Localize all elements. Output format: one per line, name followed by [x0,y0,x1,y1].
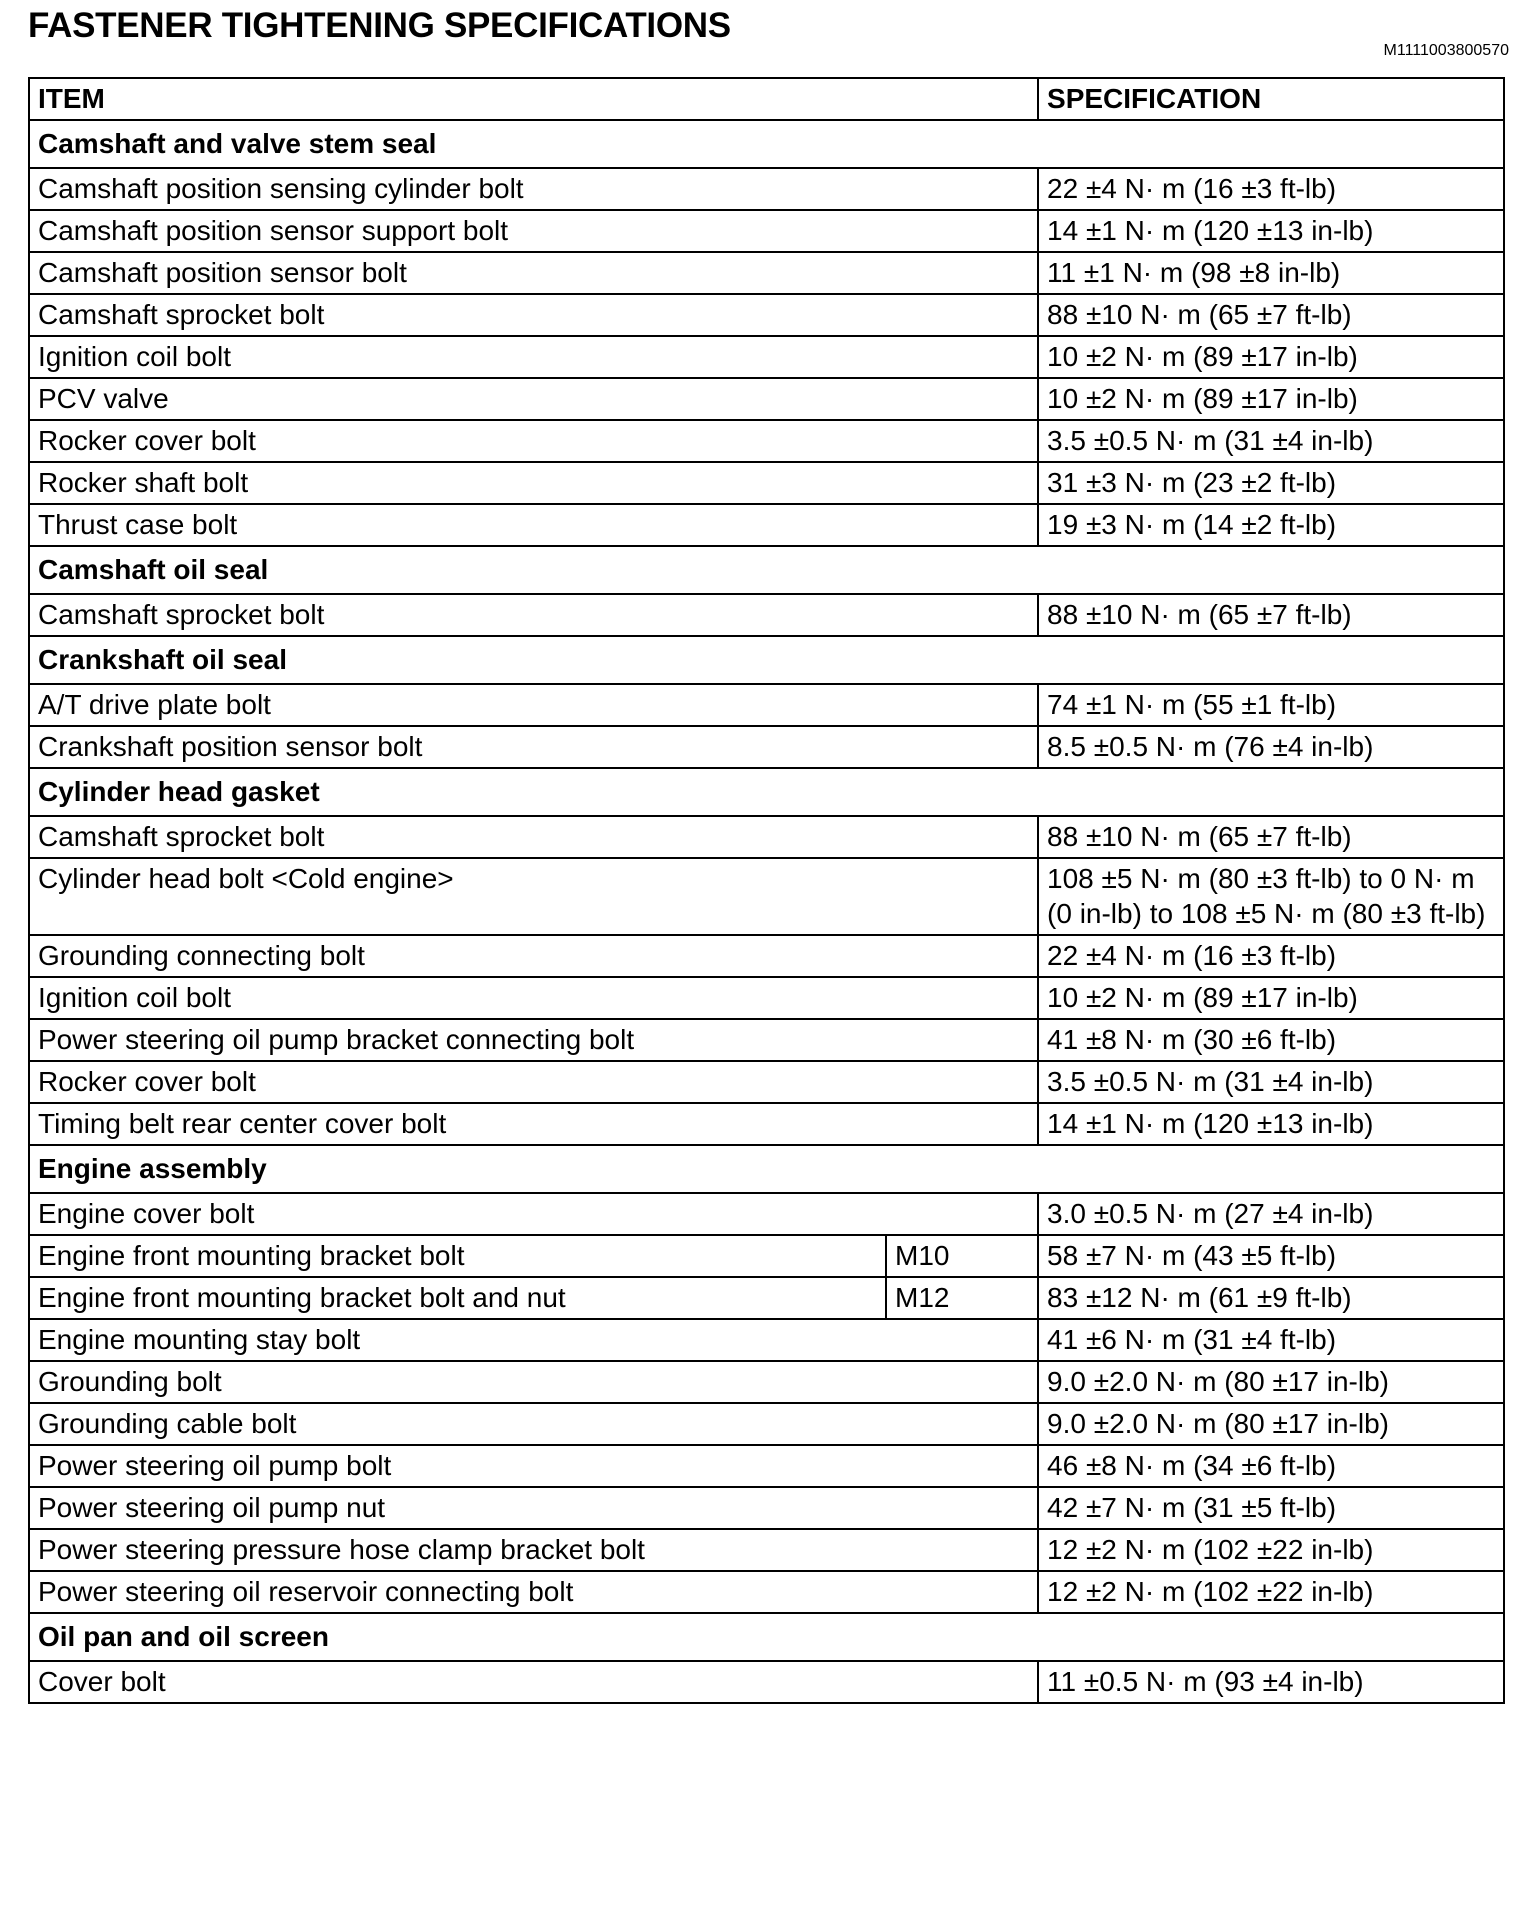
table-row [29,1061,1504,1103]
table-row [29,294,1504,336]
item-cell: Crankshaft position sensor bolt [29,726,1038,768]
item-cell: Camshaft sprocket bolt [29,594,1038,636]
section-row [29,768,1504,816]
table-row [29,462,1504,504]
item-cell: Grounding cable bolt [29,1403,1038,1445]
table-row [29,168,1504,210]
table-row [29,1403,1504,1445]
specification-column-header: SPECIFICATION [1038,78,1504,120]
table-row [29,935,1504,977]
specification-cell: 88 ±10 N· m (65 ±7 ft-lb) [1038,294,1504,336]
item-cell: Camshaft sprocket bolt [29,294,1038,336]
table-row [29,378,1504,420]
table-row [29,977,1504,1019]
specification-cell: 10 ±2 N· m (89 ±17 in-lb) [1038,378,1504,420]
item-cell: A/T drive plate bolt [29,684,1038,726]
specification-cell: 12 ±2 N· m (102 ±22 in-lb) [1038,1571,1504,1613]
item-cell: Engine front mounting bracket bolt and nut [29,1277,886,1319]
table-row [29,1487,1504,1529]
specification-cell: 10 ±2 N· m (89 ±17 in-lb) [1038,977,1504,1019]
specification-cell: 3.0 ±0.5 N· m (27 ±4 in-lb) [1038,1193,1504,1235]
item-cell: Cover bolt [29,1661,1038,1703]
specification-cell: 41 ±6 N· m (31 ±4 ft-lb) [1038,1319,1504,1361]
specification-cell: 19 ±3 N· m (14 ±2 ft-lb) [1038,504,1504,546]
table-row [29,1277,1504,1319]
specification-cell: 46 ±8 N· m (34 ±6 ft-lb) [1038,1445,1504,1487]
specification-cell: 88 ±10 N· m (65 ±7 ft-lb) [1038,816,1504,858]
item-cell: Power steering oil pump bracket connecting bolt [29,1019,1038,1061]
table-row [29,336,1504,378]
table-body [29,120,1504,1703]
table-row [29,816,1504,858]
item-cell: Camshaft position sensing cylinder bolt [29,168,1038,210]
table-row [29,858,1504,935]
specification-cell: 42 ±7 N· m (31 ±5 ft-lb) [1038,1487,1504,1529]
table-row [29,1361,1504,1403]
table-row [29,420,1504,462]
table-row [29,594,1504,636]
section-title: Engine assembly [29,1145,1504,1193]
section-title: Cylinder head gasket [29,768,1504,816]
item-cell: Camshaft position sensor support bolt [29,210,1038,252]
section-title: Camshaft oil seal [29,546,1504,594]
item-cell: Rocker cover bolt [29,420,1038,462]
specification-cell: 31 ±3 N· m (23 ±2 ft-lb) [1038,462,1504,504]
section-row [29,1613,1504,1661]
size-cell: M10 [886,1235,1038,1277]
table-row [29,1103,1504,1145]
item-cell: Power steering oil reservoir connecting bolt [29,1571,1038,1613]
specification-cell: 41 ±8 N· m (30 ±6 ft-lb) [1038,1019,1504,1061]
item-cell: PCV valve [29,378,1038,420]
item-cell: Engine front mounting bracket bolt [29,1235,886,1277]
table-row [29,252,1504,294]
table-row [29,1445,1504,1487]
specification-cell: 14 ±1 N· m (120 ±13 in-lb) [1038,1103,1504,1145]
table-row [29,210,1504,252]
item-cell: Power steering oil pump bolt [29,1445,1038,1487]
specification-cell: 14 ±1 N· m (120 ±13 in-lb) [1038,210,1504,252]
section-title: Crankshaft oil seal [29,636,1504,684]
section-title: Camshaft and valve stem seal [29,120,1504,168]
specification-cell: 22 ±4 N· m (16 ±3 ft-lb) [1038,168,1504,210]
item-cell: Camshaft position sensor bolt [29,252,1038,294]
page-title: FASTENER TIGHTENING SPECIFICATIONS [28,6,731,45]
specification-cell: 74 ±1 N· m (55 ±1 ft-lb) [1038,684,1504,726]
section-title: Oil pan and oil screen [29,1613,1504,1661]
item-cell: Engine mounting stay bolt [29,1319,1038,1361]
specification-cell: 10 ±2 N· m (89 ±17 in-lb) [1038,336,1504,378]
size-cell: M12 [886,1277,1038,1319]
item-column-header: ITEM [29,78,1038,120]
document-code: M1111003800570 [1383,42,1509,59]
specification-cell: 9.0 ±2.0 N· m (80 ±17 in-lb) [1038,1403,1504,1445]
specification-cell: 108 ±5 N· m (80 ±3 ft-lb) to 0 N· m (0 in-lb) to 108 ±5 N· m (80 ±3 ft-lb) [1038,858,1504,935]
table-row [29,1661,1504,1703]
table-row [29,1529,1504,1571]
section-row [29,120,1504,168]
specification-cell: 22 ±4 N· m (16 ±3 ft-lb) [1038,935,1504,977]
section-row [29,636,1504,684]
specification-cell: 9.0 ±2.0 N· m (80 ±17 in-lb) [1038,1361,1504,1403]
item-cell: Grounding connecting bolt [29,935,1038,977]
item-cell: Power steering oil pump nut [29,1487,1038,1529]
specification-cell: 11 ±1 N· m (98 ±8 in-lb) [1038,252,1504,294]
specification-table [28,77,1505,1704]
specification-cell: 83 ±12 N· m (61 ±9 ft-lb) [1038,1277,1504,1319]
specification-cell: 8.5 ±0.5 N· m (76 ±4 in-lb) [1038,726,1504,768]
table-row [29,1235,1504,1277]
table-row [29,1571,1504,1613]
item-cell: Ignition coil bolt [29,336,1038,378]
specification-cell: 11 ±0.5 N· m (93 ±4 in-lb) [1038,1661,1504,1703]
item-cell: Timing belt rear center cover bolt [29,1103,1038,1145]
item-cell: Rocker cover bolt [29,1061,1038,1103]
table-header-row [29,78,1504,120]
item-cell: Grounding bolt [29,1361,1038,1403]
specification-cell: 3.5 ±0.5 N· m (31 ±4 in-lb) [1038,1061,1504,1103]
item-cell: Ignition coil bolt [29,977,1038,1019]
item-cell: Engine cover bolt [29,1193,1038,1235]
item-cell: Thrust case bolt [29,504,1038,546]
specification-cell: 3.5 ±0.5 N· m (31 ±4 in-lb) [1038,420,1504,462]
table-row [29,504,1504,546]
item-cell: Cylinder head bolt <Cold engine> [29,858,1038,935]
specification-cell: 58 ±7 N· m (43 ±5 ft-lb) [1038,1235,1504,1277]
item-cell: Camshaft sprocket bolt [29,816,1038,858]
table-row [29,1019,1504,1061]
table-row [29,1319,1504,1361]
table-row [29,684,1504,726]
specification-cell: 88 ±10 N· m (65 ±7 ft-lb) [1038,594,1504,636]
specification-cell: 12 ±2 N· m (102 ±22 in-lb) [1038,1529,1504,1571]
table-row [29,1193,1504,1235]
section-row [29,1145,1504,1193]
item-cell: Power steering pressure hose clamp bracket bolt [29,1529,1038,1571]
table-row [29,726,1504,768]
item-cell: Rocker shaft bolt [29,462,1038,504]
section-row [29,546,1504,594]
